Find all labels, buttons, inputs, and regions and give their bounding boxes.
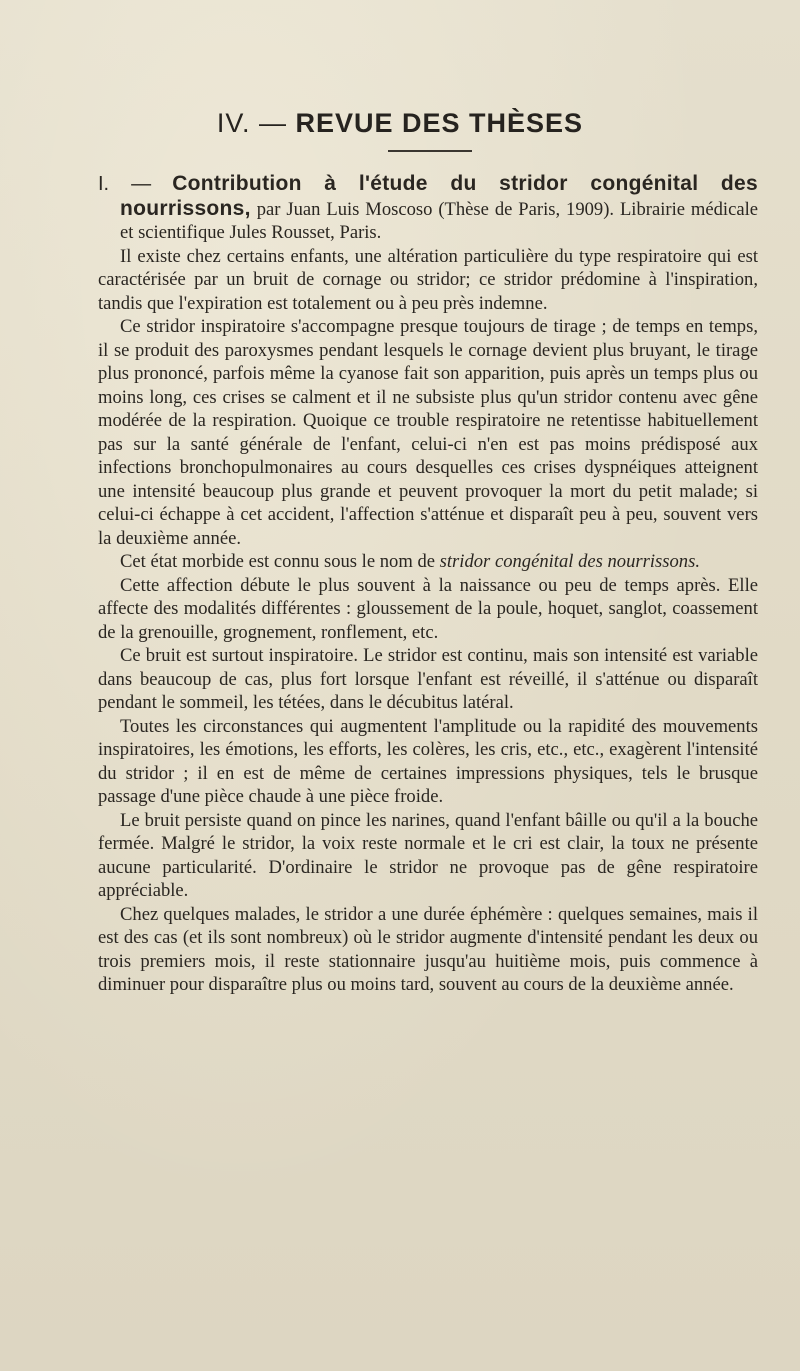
section-heading xyxy=(0,108,800,139)
entry-number: I. — xyxy=(98,173,152,195)
heading-rule xyxy=(388,150,472,152)
paragraph-8: Chez quelques malades, le stridor a une durée éphémère : quelques semaines, mais il est des cas (et ils sont nombreux) où le stridor augmente d'intensité pendant les deux ou trois premiers mois, il reste stationnaire jusqu'au huitième mois, puis commence à diminuer pour disparaître plus ou moins tard, souvent au cours de la deuxième année. xyxy=(98,903,758,995)
disease-name: stridor congénital des nourrissons. xyxy=(439,551,700,572)
paragraph-4: Cette affection débute le plus souvent à la naissance ou peu de temps après. Elle affecte des modalités différentes : gloussement de la poule, hoquet, sanglot, coassement de la grenouille, grognement, ronflement, etc. xyxy=(98,574,758,643)
entry-citation: par Juan Luis Moscoso (Thèse de Paris, 1909). Librairie médicale et scientifique Jules Rousset, Paris. xyxy=(120,198,758,243)
paragraph-3-text: Cet état morbide est connu sous le nom de xyxy=(120,551,440,572)
entry-title: Contribution à l'étude du stridor congénital des nourrissons, xyxy=(120,172,758,220)
paragraph-7: Le bruit persiste quand on pince les narines, quand l'enfant bâille ou qu'il a la bouche fermée. Malgré le stridor, la voix reste normale et le cri est clair, la toux ne présente aucune particularité. D'ordinaire le stridor ne provoque pas de gêne respiratoire appréciable. xyxy=(98,809,758,901)
paragraph-1: Il existe chez certains enfants, une altération particulière du type respiratoire qui est caractérisée par un bruit de cornage ou stridor; ce stridor prédomine à l'inspiration, tandis que l'expiration est totalement ou à peu près indemne. xyxy=(98,245,758,314)
body-text xyxy=(98,172,758,997)
paragraph-6: Toutes les circonstances qui augmentent l'amplitude ou la rapidité des mouvements inspiratoires, les émotions, les efforts, les colères, les cris, etc., etc., exagèrent l'intensité du stridor ; il en est de même de certaines impressions physiques, tels le brusque passage d'une pièce chaude à une pièce froide. xyxy=(98,715,758,807)
section-number: IV. — xyxy=(216,108,287,138)
paragraph-3 xyxy=(98,550,758,574)
paragraph-2: Ce stridor inspiratoire s'accompagne presque toujours de tirage ; de temps en temps, il se produit des paroxysmes pendant lesquels le cornage devient plus bruyant, le tirage plus prononcé, parfois même la cyanose fait son apparition, puis après un temps plus ou moins long, ces crises se calment et il ne subsiste plus qu'un stridor contenu avec gêne modérée de la respiration. Quoique ce trouble respiratoire ne retentisse habituellement pas sur la santé générale de l'enfant, celui-ci n'en est pas moins prédisposé aux infections bronchopulmonaires au cours desquelles ces crises dyspnéiques atteignent une intensité beaucoup plus grande et peuvent provoquer la mort du petit malade; si celui-ci échappe à cet accident, l'affection s'atténue et disparaît peu à peu, souvent vers la deuxième année. xyxy=(98,316,758,549)
section-title: REVUE DES THÈSES xyxy=(295,108,584,138)
paragraph-5: Ce bruit est surtout inspiratoire. Le stridor est continu, mais son intensité est variable dans beaucoup de cas, plus fort lorsque l'enfant est réveillé, il s'atténue ou disparaît pendant le sommeil, les tétées, dans le décubitus latéral. xyxy=(98,645,758,713)
thesis-entry xyxy=(98,172,758,245)
